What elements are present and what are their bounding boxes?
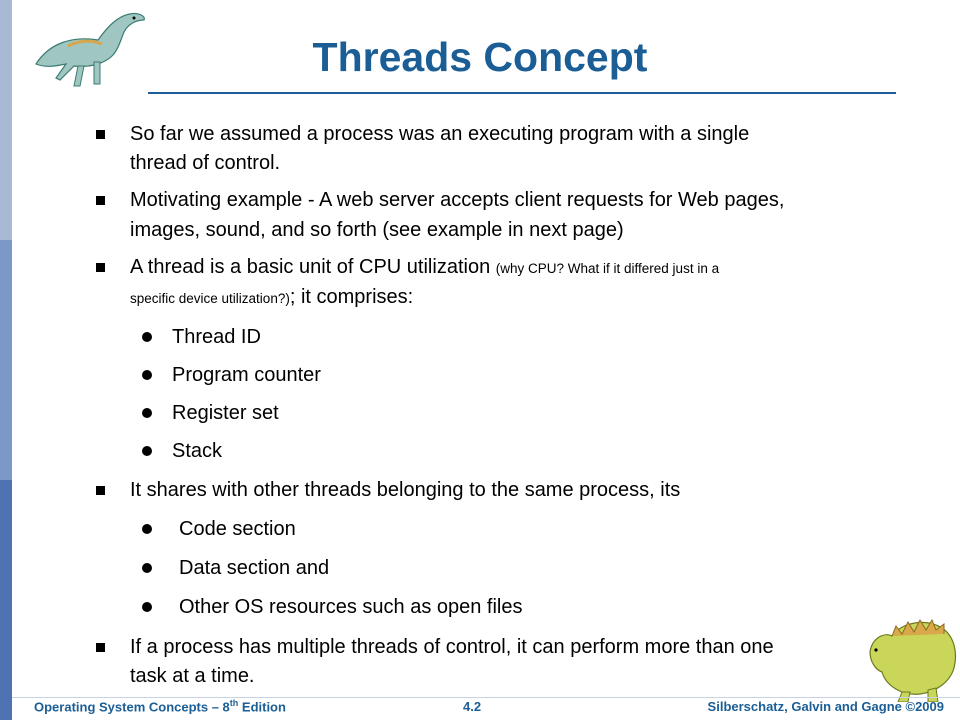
bullet-5-line-2: task at a time. [130,665,255,687]
sub-bullet-register-set: Register set [172,402,279,424]
bullet-3-tail: ; it comprises: [289,286,414,308]
bullet-3-aside-2: specific device utilization?) [130,291,290,306]
bullet-dot [142,563,152,573]
footer-edition-suffix: Edition [238,699,286,714]
bullet-5-line-1: If a process has multiple threads of control, it can perform more than one [130,636,774,658]
slide-title: Threads Concept [312,34,648,80]
dinosaur-corner-icon [862,612,960,702]
sub-bullet-thread-id: Thread ID [172,326,261,348]
bullet-1-line-1: So far we assumed a process was an executing program with a single [130,123,750,145]
sub-bullet-program-counter: Program counter [172,364,321,386]
bullet-square [96,643,105,652]
footer-page-number: 4.2 [463,699,482,714]
bullet-4-line-1: It shares with other threads belonging to the same process, its [130,479,681,501]
sub-bullet-stack: Stack [172,440,223,462]
bullet-square [96,263,105,272]
bullet-dot [142,602,152,612]
sub-bullet-os-resources: Other OS resources such as open files [179,596,523,618]
bullet-dot [142,524,152,534]
bullet-square [96,196,105,205]
footer-book-title-text: Operating System Concepts – 8 [34,699,230,714]
footer-edition-sup: th [229,697,239,708]
footer-book-title [34,698,286,714]
bullet-square [96,130,105,139]
bullet-dot [142,446,152,456]
bullet-1-line-2: thread of control. [130,152,281,174]
bullet-dot [142,370,152,380]
bullet-dot [142,408,152,418]
footer-authors: Silberschatz, Galvin and Gagne ©2009 [707,699,944,714]
bullet-3-aside-1: (why CPU? What if it differed just in a [495,261,720,276]
bullet-dot [142,332,152,342]
bullet-3-line-1 [130,255,719,281]
sub-bullet-data-section: Data section and [179,557,330,579]
bullet-2-line-1: Motivating example - A web server accepts client requests for Web pages, [130,189,785,211]
sub-bullet-code-section: Code section [179,518,296,540]
bullet-square [96,486,105,495]
bullet-3-main-text: A thread is a basic unit of CPU utilization [130,256,491,278]
bullet-2-line-2: images, sound, and so forth (see example in next page) [130,219,624,241]
bullet-3-line-2 [130,285,413,311]
